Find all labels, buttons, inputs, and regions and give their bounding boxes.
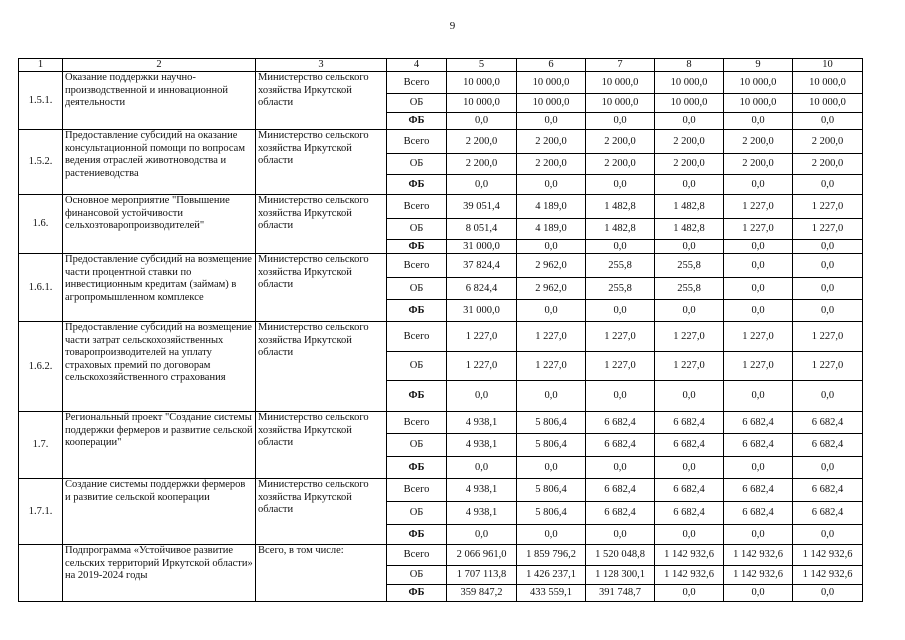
funding-source-total: Всего	[387, 195, 447, 219]
amount-cell: 2 200,0	[586, 130, 655, 154]
amount-cell: 0,0	[724, 457, 793, 479]
funding-source-federal-budget: ФБ	[387, 240, 447, 254]
amount-cell: 5 806,4	[517, 479, 586, 502]
amount-cell: 0,0	[793, 113, 863, 130]
amount-cell: 0,0	[517, 457, 586, 479]
amount-cell: 255,8	[586, 254, 655, 278]
amount-cell: 4 189,0	[517, 219, 586, 240]
col-header-2: 2	[63, 59, 256, 72]
amount-cell: 0,0	[724, 113, 793, 130]
amount-cell: 0,0	[724, 300, 793, 322]
amount-cell: 255,8	[586, 278, 655, 300]
amount-cell: 2 066 961,0	[447, 545, 517, 566]
item-executor: Министерство сельского хозяйства Иркутской области	[256, 72, 387, 130]
amount-cell: 0,0	[793, 457, 863, 479]
amount-cell: 0,0	[724, 585, 793, 602]
table-row	[19, 72, 863, 94]
funding-source-federal-budget: ФБ	[387, 457, 447, 479]
amount-cell: 10 000,0	[724, 94, 793, 113]
item-code: 1.5.2.	[19, 130, 63, 195]
amount-cell: 255,8	[655, 254, 724, 278]
amount-cell: 0,0	[655, 457, 724, 479]
amount-cell: 0,0	[586, 457, 655, 479]
amount-cell: 0,0	[655, 240, 724, 254]
amount-cell: 0,0	[793, 381, 863, 412]
amount-cell: 1 227,0	[517, 322, 586, 352]
funding-source-total: Всего	[387, 72, 447, 94]
item-code: 1.5.1.	[19, 72, 63, 130]
amount-cell: 1 142 932,6	[793, 566, 863, 585]
item-executor: Министерство сельского хозяйства Иркутской области	[256, 322, 387, 412]
amount-cell: 0,0	[793, 278, 863, 300]
amount-cell: 4 938,1	[447, 412, 517, 434]
item-executor: Министерство сельского хозяйства Иркутской области	[256, 412, 387, 479]
funding-source-regional-budget: ОБ	[387, 352, 447, 381]
amount-cell: 10 000,0	[793, 94, 863, 113]
amount-cell: 0,0	[586, 113, 655, 130]
col-header-6: 6	[517, 59, 586, 72]
amount-cell: 4 189,0	[517, 195, 586, 219]
amount-cell: 1 227,0	[517, 352, 586, 381]
amount-cell: 0,0	[447, 381, 517, 412]
header-row	[19, 59, 863, 72]
amount-cell: 0,0	[517, 381, 586, 412]
funding-source-federal-budget: ФБ	[387, 175, 447, 195]
item-executor: Всего, в том числе:	[256, 545, 387, 602]
amount-cell: 10 000,0	[724, 72, 793, 94]
amount-cell: 0,0	[517, 525, 586, 545]
item-code: 1.7.1.	[19, 479, 63, 545]
budget-table	[18, 58, 863, 602]
amount-cell: 0,0	[447, 175, 517, 195]
amount-cell: 359 847,2	[447, 585, 517, 602]
amount-cell: 0,0	[586, 381, 655, 412]
item-title: Предоставление субсидий на возмещение части затрат сельскохозяйственных товаропроизводителей на уплату страховых премий по договорам сельскохозяйственного страхования	[63, 322, 256, 412]
funding-source-total: Всего	[387, 412, 447, 434]
amount-cell: 6 682,4	[793, 502, 863, 525]
amount-cell: 0,0	[447, 525, 517, 545]
col-header-10: 10	[793, 59, 863, 72]
funding-source-federal-budget: ФБ	[387, 113, 447, 130]
amount-cell: 1 142 932,6	[724, 566, 793, 585]
col-header-9: 9	[724, 59, 793, 72]
amount-cell: 1 227,0	[447, 322, 517, 352]
amount-cell: 2 200,0	[517, 130, 586, 154]
amount-cell: 0,0	[586, 240, 655, 254]
amount-cell: 0,0	[655, 381, 724, 412]
item-executor: Министерство сельского хозяйства Иркутской области	[256, 254, 387, 322]
amount-cell: 6 682,4	[793, 412, 863, 434]
table-row	[19, 412, 863, 434]
amount-cell: 0,0	[655, 175, 724, 195]
amount-cell: 2 200,0	[793, 154, 863, 175]
amount-cell: 10 000,0	[655, 94, 724, 113]
item-title: Оказание поддержки научно-производственной и инновационной деятельности	[63, 72, 256, 130]
amount-cell: 1 227,0	[655, 352, 724, 381]
amount-cell: 6 682,4	[724, 412, 793, 434]
item-title: Подпрограмма «Устойчивое развитие сельских территорий Иркутской области» на 2019-2024 годы	[63, 545, 256, 602]
amount-cell: 4 938,1	[447, 434, 517, 457]
amount-cell: 1 227,0	[724, 352, 793, 381]
amount-cell: 0,0	[793, 525, 863, 545]
amount-cell: 10 000,0	[447, 72, 517, 94]
amount-cell: 6 682,4	[586, 502, 655, 525]
amount-cell: 1 227,0	[724, 195, 793, 219]
amount-cell: 5 806,4	[517, 502, 586, 525]
amount-cell: 0,0	[586, 525, 655, 545]
amount-cell: 10 000,0	[586, 94, 655, 113]
funding-source-regional-budget: ОБ	[387, 278, 447, 300]
amount-cell: 0,0	[793, 300, 863, 322]
amount-cell: 6 682,4	[793, 479, 863, 502]
amount-cell: 0,0	[724, 381, 793, 412]
amount-cell: 0,0	[447, 113, 517, 130]
col-header-1: 1	[19, 59, 63, 72]
amount-cell: 4 938,1	[447, 479, 517, 502]
amount-cell: 0,0	[793, 585, 863, 602]
col-header-7: 7	[586, 59, 655, 72]
amount-cell: 2 200,0	[447, 154, 517, 175]
amount-cell: 6 682,4	[586, 479, 655, 502]
amount-cell: 1 482,8	[586, 195, 655, 219]
amount-cell: 2 962,0	[517, 278, 586, 300]
item-code	[19, 545, 63, 602]
amount-cell: 6 682,4	[586, 434, 655, 457]
amount-cell: 0,0	[655, 300, 724, 322]
amount-cell: 1 142 932,6	[655, 545, 724, 566]
funding-source-total: Всего	[387, 322, 447, 352]
amount-cell: 39 051,4	[447, 195, 517, 219]
amount-cell: 1 707 113,8	[447, 566, 517, 585]
amount-cell: 2 200,0	[793, 130, 863, 154]
funding-source-federal-budget: ФБ	[387, 300, 447, 322]
amount-cell: 0,0	[586, 300, 655, 322]
amount-cell: 6 682,4	[724, 434, 793, 457]
amount-cell: 1 227,0	[793, 322, 863, 352]
item-code: 1.6.1.	[19, 254, 63, 322]
amount-cell: 1 227,0	[793, 352, 863, 381]
amount-cell: 0,0	[517, 240, 586, 254]
table-row	[19, 130, 863, 154]
amount-cell: 10 000,0	[586, 72, 655, 94]
amount-cell: 2 200,0	[586, 154, 655, 175]
table-body	[19, 72, 863, 602]
amount-cell: 6 824,4	[447, 278, 517, 300]
amount-cell: 0,0	[724, 278, 793, 300]
amount-cell: 2 200,0	[655, 130, 724, 154]
amount-cell: 0,0	[517, 175, 586, 195]
table-row	[19, 479, 863, 502]
item-code: 1.7.	[19, 412, 63, 479]
col-header-4: 4	[387, 59, 447, 72]
amount-cell: 0,0	[724, 525, 793, 545]
funding-source-regional-budget: ОБ	[387, 434, 447, 457]
amount-cell: 2 200,0	[655, 154, 724, 175]
amount-cell: 1 859 796,2	[517, 545, 586, 566]
amount-cell: 0,0	[724, 240, 793, 254]
funding-source-regional-budget: ОБ	[387, 566, 447, 585]
amount-cell: 1 142 932,6	[655, 566, 724, 585]
funding-source-total: Всего	[387, 130, 447, 154]
amount-cell: 1 142 932,6	[793, 545, 863, 566]
amount-cell: 0,0	[655, 525, 724, 545]
amount-cell: 391 748,7	[586, 585, 655, 602]
item-title: Предоставление субсидий на возмещение части процентной ставки по инвестиционным кредитам (займам) в агропромышленном комплексе	[63, 254, 256, 322]
funding-source-total: Всего	[387, 545, 447, 566]
amount-cell: 1 227,0	[724, 322, 793, 352]
amount-cell: 4 938,1	[447, 502, 517, 525]
amount-cell: 0,0	[447, 457, 517, 479]
amount-cell: 0,0	[724, 254, 793, 278]
page-number: 9	[449, 20, 456, 32]
amount-cell: 1 482,8	[655, 195, 724, 219]
table-row	[19, 254, 863, 278]
amount-cell: 1 227,0	[793, 219, 863, 240]
funding-source-regional-budget: ОБ	[387, 94, 447, 113]
item-title: Региональный проект "Создание системы поддержки фермеров и развитие сельской кооперации"	[63, 412, 256, 479]
amount-cell: 0,0	[793, 240, 863, 254]
amount-cell: 2 200,0	[447, 130, 517, 154]
amount-cell: 1 227,0	[793, 195, 863, 219]
amount-cell: 1 128 300,1	[586, 566, 655, 585]
amount-cell: 255,8	[655, 278, 724, 300]
amount-cell: 10 000,0	[793, 72, 863, 94]
item-executor: Министерство сельского хозяйства Иркутской области	[256, 195, 387, 254]
amount-cell: 1 142 932,6	[724, 545, 793, 566]
amount-cell: 6 682,4	[655, 502, 724, 525]
amount-cell: 2 962,0	[517, 254, 586, 278]
col-header-3: 3	[256, 59, 387, 72]
item-executor: Министерство сельского хозяйства Иркутской области	[256, 130, 387, 195]
funding-source-federal-budget: ФБ	[387, 525, 447, 545]
amount-cell: 0,0	[655, 585, 724, 602]
amount-cell: 0,0	[517, 113, 586, 130]
funding-source-total: Всего	[387, 254, 447, 278]
amount-cell: 6 682,4	[793, 434, 863, 457]
amount-cell: 31 000,0	[447, 300, 517, 322]
amount-cell: 10 000,0	[655, 72, 724, 94]
amount-cell: 6 682,4	[724, 502, 793, 525]
amount-cell: 1 227,0	[586, 352, 655, 381]
amount-cell: 31 000,0	[447, 240, 517, 254]
funding-source-regional-budget: ОБ	[387, 219, 447, 240]
amount-cell: 0,0	[517, 300, 586, 322]
amount-cell: 6 682,4	[655, 479, 724, 502]
funding-source-federal-budget: ФБ	[387, 585, 447, 602]
item-title: Предоставление субсидий на оказание консультационной помощи по вопросам ведения отраслей животноводства и растениеводства	[63, 130, 256, 195]
amount-cell: 433 559,1	[517, 585, 586, 602]
amount-cell: 1 482,8	[655, 219, 724, 240]
amount-cell: 1 482,8	[586, 219, 655, 240]
amount-cell: 5 806,4	[517, 434, 586, 457]
item-title: Создание системы поддержки фермеров и развитие сельской кооперации	[63, 479, 256, 545]
amount-cell: 2 200,0	[724, 154, 793, 175]
amount-cell: 5 806,4	[517, 412, 586, 434]
item-title: Основное мероприятие "Повышение финансовой устойчивости сельхозтоваропроизводителей"	[63, 195, 256, 254]
amount-cell: 6 682,4	[724, 479, 793, 502]
amount-cell: 8 051,4	[447, 219, 517, 240]
funding-source-federal-budget: ФБ	[387, 381, 447, 412]
item-code: 1.6.	[19, 195, 63, 254]
funding-source-total: Всего	[387, 479, 447, 502]
amount-cell: 0,0	[724, 175, 793, 195]
amount-cell: 37 824,4	[447, 254, 517, 278]
amount-cell: 2 200,0	[724, 130, 793, 154]
amount-cell: 10 000,0	[447, 94, 517, 113]
funding-source-regional-budget: ОБ	[387, 154, 447, 175]
amount-cell: 1 227,0	[447, 352, 517, 381]
amount-cell: 1 227,0	[586, 322, 655, 352]
amount-cell: 6 682,4	[655, 412, 724, 434]
amount-cell: 1 227,0	[655, 322, 724, 352]
amount-cell: 1 426 237,1	[517, 566, 586, 585]
amount-cell: 1 520 048,8	[586, 545, 655, 566]
amount-cell: 0,0	[793, 175, 863, 195]
amount-cell: 10 000,0	[517, 94, 586, 113]
amount-cell: 10 000,0	[517, 72, 586, 94]
table-row	[19, 545, 863, 566]
amount-cell: 0,0	[793, 254, 863, 278]
item-executor: Министерство сельского хозяйства Иркутской области	[256, 479, 387, 545]
amount-cell: 1 227,0	[724, 219, 793, 240]
amount-cell: 0,0	[586, 175, 655, 195]
amount-cell: 2 200,0	[517, 154, 586, 175]
item-code: 1.6.2.	[19, 322, 63, 412]
amount-cell: 6 682,4	[586, 412, 655, 434]
amount-cell: 0,0	[655, 113, 724, 130]
col-header-8: 8	[655, 59, 724, 72]
amount-cell: 6 682,4	[655, 434, 724, 457]
col-header-5: 5	[447, 59, 517, 72]
funding-source-regional-budget: ОБ	[387, 502, 447, 525]
table-row	[19, 195, 863, 219]
table-row	[19, 322, 863, 352]
